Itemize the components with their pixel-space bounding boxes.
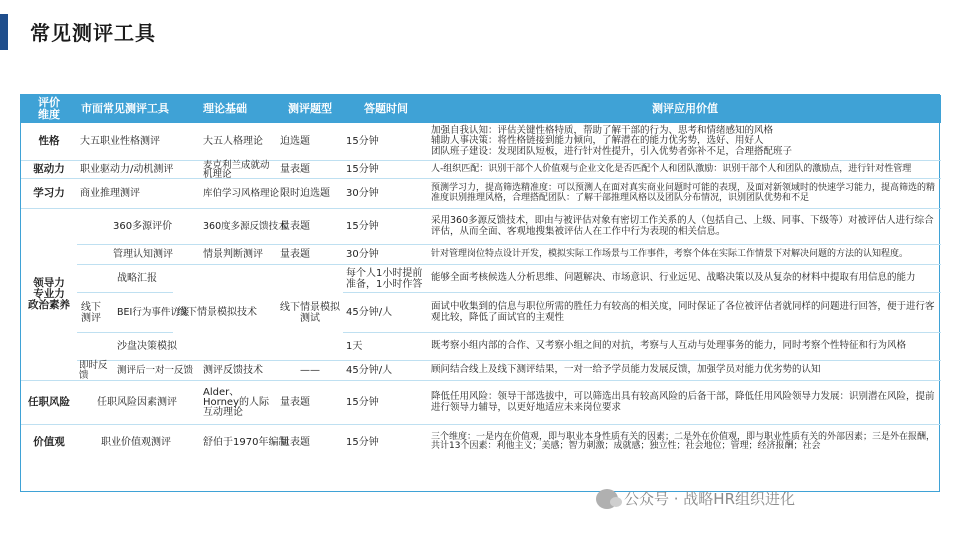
value-cell: 面试中收集到的信息与职位所需的胜任力有较高的相关度，同时保证了各位被评估者就同样的问题进行回答，便于进行客观比较，降低了面试官的主观性 xyxy=(429,293,941,333)
theory-cell: 麦克利兰成就动机理论 xyxy=(173,161,277,179)
tool-cell: 大五职业性格测评 xyxy=(77,123,173,161)
tool-cell: 商业推理测评 xyxy=(77,179,173,209)
time-cell: 15分钟 xyxy=(346,436,379,448)
time-cell: 15分钟 xyxy=(343,381,429,425)
time-cell: 30分钟 xyxy=(343,245,429,265)
theory-cell: 大五人格理论 xyxy=(173,123,277,161)
dimension-cell: 学习力 xyxy=(21,179,77,209)
value-cell: 三个维度：一是内在价值观，即与职业本身性质有关的因素；二是外在价值观，即与职业性质有关的外部因素；三是外在报酬，共计13个因素：利他主义；美感；智力刺激；成就感；独立性；社会地位；管理；经济报酬；社会 xyxy=(431,431,936,451)
value-cell: 降低任用风险：领导干部选拔中，可以筛选出具有较高风险的后备干部，降低任用风险领导力发展：识别潜在风险，提前进行领导力辅导，以更好地适应未来岗位要求 xyxy=(429,381,941,425)
dimension-cell: 价值观 xyxy=(33,435,65,448)
tool-cell: 战略汇报 xyxy=(77,265,173,293)
dimension-cell: 领导力 专业力 政治素养 xyxy=(21,209,77,381)
question-type-cell: 量表题 xyxy=(277,245,343,265)
value-cell: 预测学习力，提高筛选精准度：可以预测人在面对真实商业问题时可能的表现，及面对新领域时的快速学习能力，提高筛选的精准度识别推理风格，合理搭配团队：了解干部推理风格以及团队分布情况，识别团队优势和不足 xyxy=(429,179,941,209)
value-cell: 加强自我认知：评估关键性格特质，帮助了解干部的行为、思考和情绪感知的风格 辅助人事决策：将性格链接到能力倾向，了解潜在的能力优劣势，选好、用好人 团队班子建设：发现团队短板，进行针对性提升，引入优势者弥补不足，合理搭配班子 xyxy=(429,123,941,161)
question-type-cell: 限时迫选题 xyxy=(277,179,343,209)
header-theory: 理论基础 xyxy=(173,95,277,123)
value-cell: 顾问结合线上及线下测评结果，一对一给予学员能力发展反馈，加强学员对能力优劣势的认知 xyxy=(429,361,941,381)
tool-cell: BEI行为事件访谈 xyxy=(77,293,173,333)
header-question-type: 测评题型 xyxy=(277,95,343,123)
time-cell: 45分钟/人 xyxy=(343,293,429,333)
tool-cell: 职业价值观测评 xyxy=(101,436,171,448)
tool-cell: 管理认知测评 xyxy=(77,245,173,265)
header-tool: 市面常见测评工具 xyxy=(77,95,173,123)
question-type-cell: 迫选题 xyxy=(277,123,343,161)
header-time: 答题时间 xyxy=(343,95,429,123)
value-cell: 人-组织匹配：识别干部个人价值观与企业文化是否匹配个人和团队激励：识别干部个人和团队的激励点，进行针对性管理 xyxy=(429,161,941,179)
theory-cell: Alder、Horney的人际互动理论 xyxy=(173,381,277,425)
watermark-text: 公众号 · 战略HR组织进化 xyxy=(624,490,796,508)
offline-assessment-label: 线下测评 xyxy=(81,302,101,324)
assessment-tools-table xyxy=(20,94,940,492)
question-type-cell: 线下情景模拟测试 xyxy=(277,265,343,361)
value-cell: 既考察小组内部的合作、又考察小组之间的对抗，考察与人互动与处理事务的能力，同时考察个性特征和行为风格 xyxy=(429,333,941,361)
tool-cell: 沙盘决策模拟 xyxy=(77,333,173,361)
dimension-cell: 驱动力 xyxy=(21,161,77,179)
watermark xyxy=(596,488,795,509)
theory-cell: 测评反馈技术 xyxy=(173,361,277,381)
header-value: 测评应用价值 xyxy=(429,95,941,123)
theory-cell: 线下情景模拟技术 xyxy=(173,265,277,361)
question-type-cell: 量表题 xyxy=(277,381,343,425)
question-type-cell: 量表题 xyxy=(277,209,343,245)
question-type-cell: —— xyxy=(277,361,343,381)
time-cell: 15分钟 xyxy=(343,123,429,161)
theory-cell: 360度多源反馈技术 xyxy=(173,209,277,245)
theory-cell: 舒伯于1970年编制 xyxy=(203,436,289,448)
question-type-cell: 量表题 xyxy=(280,436,310,448)
question-type-cell: 量表题 xyxy=(277,161,343,179)
page-title: 常见测评工具 xyxy=(30,21,156,45)
time-cell: 45分钟/人 xyxy=(343,361,429,381)
time-cell: 15分钟 xyxy=(343,209,429,245)
theory-cell: 情景判断测评 xyxy=(173,245,277,265)
time-cell: 15分钟 xyxy=(343,161,429,179)
value-cell: 能够全面考核候选人分析思维、问题解决、市场意识、行业远见、战略决策以及从复杂的材料中提取有用信息的能力 xyxy=(429,265,941,293)
time-cell: 30分钟 xyxy=(343,179,429,209)
wechat-icon xyxy=(596,489,618,509)
time-cell: 1天 xyxy=(343,333,429,361)
title-accent-bar xyxy=(0,14,8,50)
feedback-label: 即时反馈 xyxy=(77,361,113,381)
tool-cell: 测评后一对一反馈 xyxy=(77,361,173,381)
tool-cell: 职业驱动力/动机测评 xyxy=(77,161,173,179)
theory-cell: 库伯学习风格理论 xyxy=(173,179,277,209)
value-cell: 针对管理岗位特点设计开发，模拟实际工作场景与工作事件，考察个体在实际工作情景下对解决问题的方法的认知程度。 xyxy=(429,245,941,265)
header-dimension: 评价 维度 xyxy=(21,95,77,123)
dimension-cell: 任职风险 xyxy=(21,381,77,425)
dimension-cell: 性格 xyxy=(21,123,77,161)
tool-cell: 任职风险因素测评 xyxy=(77,381,173,425)
time-cell: 每个人1小时提前准备，1小时作答 xyxy=(343,265,429,293)
value-cell: 采用360多源反馈技术，即由与被评估对象有密切工作关系的人（包括自己、上级、同事、下级等）对被评估人进行综合评估，从而全面、客观地搜集被评估人在工作中行为表现的相关信息。 xyxy=(429,209,941,245)
tool-cell: 360多源评价 xyxy=(77,209,173,245)
